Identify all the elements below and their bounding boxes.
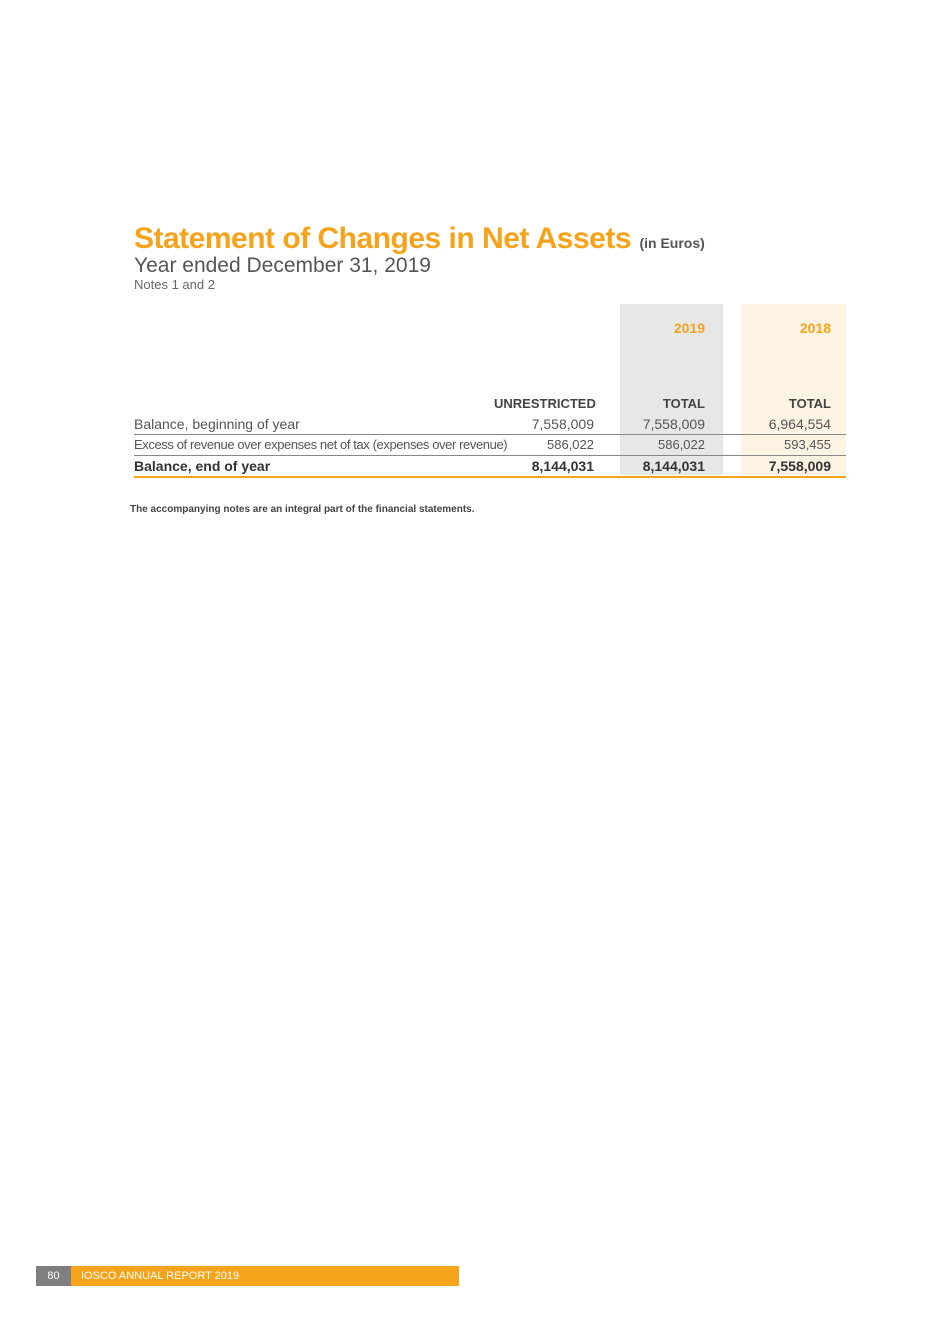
page-footer	[36, 1266, 459, 1286]
cell-total-2019: 8,144,031	[642, 458, 705, 474]
page-title: Statement of Changes in Net Assets	[134, 222, 631, 255]
cell-unrestricted: 8,144,031	[531, 458, 594, 474]
cell-total-2018: 593,455	[784, 437, 831, 452]
title-line	[134, 222, 705, 256]
cell-unrestricted: 586,022	[547, 437, 594, 452]
cell-total-2019: 7,558,009	[642, 416, 705, 432]
table-row	[134, 414, 846, 434]
cell-unrestricted: 7,558,009	[531, 416, 594, 432]
row-label: Balance, end of year	[134, 458, 271, 474]
year-header-2018: 2018	[799, 320, 831, 336]
page-subtitle: Year ended December 31, 2019	[134, 254, 431, 277]
column-header-unrestricted: UNRESTRICTED	[494, 396, 596, 411]
table-row-total	[134, 455, 846, 478]
cell-total-2019: 586,022	[658, 437, 705, 452]
footnote: The accompanying notes are an integral part of the financial statements.	[130, 504, 475, 515]
row-label: Excess of revenue over expenses net of tax (expenses over revenue)	[134, 437, 508, 452]
table-row	[134, 434, 846, 455]
title-block	[134, 222, 705, 292]
net-assets-table	[134, 394, 846, 478]
notes-reference: Notes 1 and 2	[134, 277, 215, 292]
year-header-2019: 2019	[673, 320, 705, 336]
row-label: Balance, beginning of year	[134, 416, 300, 432]
column-header-total-2018: TOTAL	[788, 396, 831, 411]
cell-total-2018: 6,964,554	[768, 416, 831, 432]
report-name: IOSCO ANNUAL REPORT 2019	[71, 1266, 459, 1286]
column-header-total-2019: TOTAL	[662, 396, 705, 411]
currency-unit: (in Euros)	[639, 235, 705, 251]
column-header-row	[134, 394, 846, 414]
page-number: 80	[36, 1266, 71, 1286]
cell-total-2018: 7,558,009	[768, 458, 831, 474]
